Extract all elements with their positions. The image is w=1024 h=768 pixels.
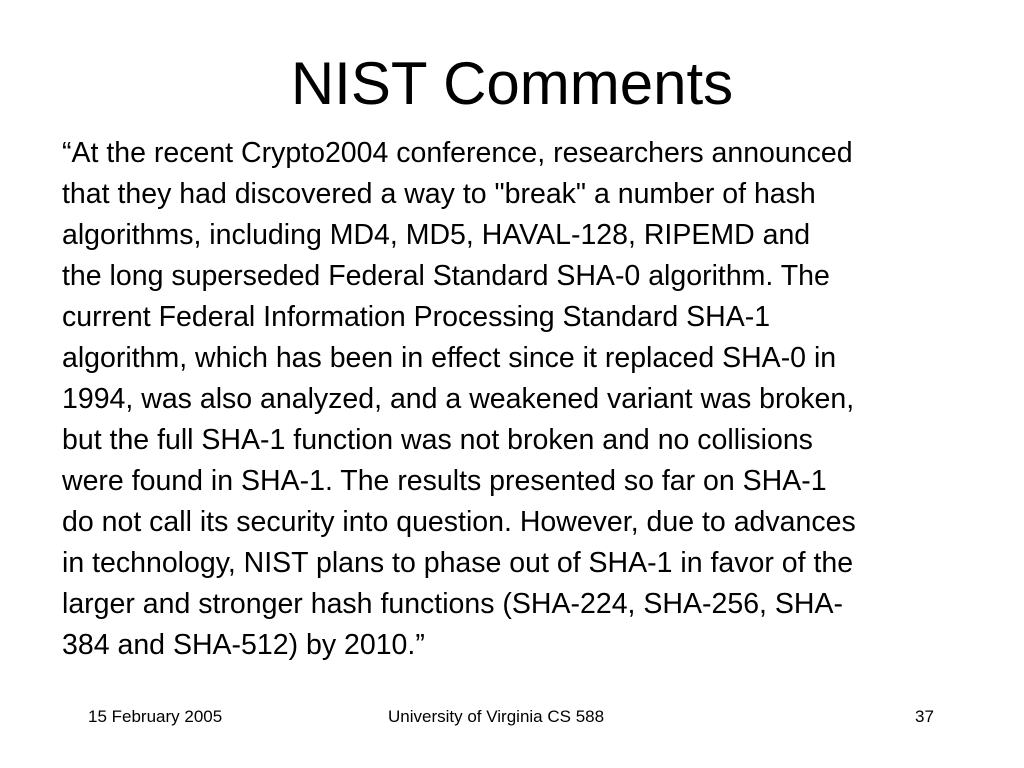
quote-line: were found in SHA-1. The results presented so far on SHA-1: [62, 465, 827, 497]
quote-line: 1994, was also analyzed, and a weakened variant was broken,: [62, 383, 855, 415]
quote-line: current Federal Information Processing Standard SHA-1: [62, 301, 771, 333]
quote-body: [62, 133, 1014, 666]
quote-line: but the full SHA-1 function was not broken and no collisions: [62, 424, 813, 456]
quote-line: larger and stronger hash functions (SHA-224, SHA-256, SHA-: [62, 588, 843, 620]
quote-line: do not call its security into question. However, due to advances: [62, 506, 856, 538]
quote-line: in technology, NIST plans to phase out of SHA-1 in favor of the: [62, 547, 854, 579]
footer-page-number: 37: [915, 707, 934, 726]
quote-line: algorithm, which has been in effect since it replaced SHA-0 in: [62, 342, 837, 374]
slide-title: NIST Comments: [290, 50, 734, 117]
quote-line: “At the recent Crypto2004 conference, researchers announced: [62, 137, 853, 169]
quote-line: algorithms, including MD4, MD5, HAVAL-128, RIPEMD and: [62, 219, 811, 251]
quote-line: 384 and SHA-512) by 2010.”: [62, 629, 425, 661]
footer-course: University of Virginia CS 588: [388, 707, 605, 726]
quote-line: that they had discovered a way to "break" a number of hash: [62, 178, 816, 210]
footer-date: 15 February 2005: [88, 707, 223, 726]
quote-line: the long superseded Federal Standard SHA-0 algorithm. The: [62, 260, 830, 292]
